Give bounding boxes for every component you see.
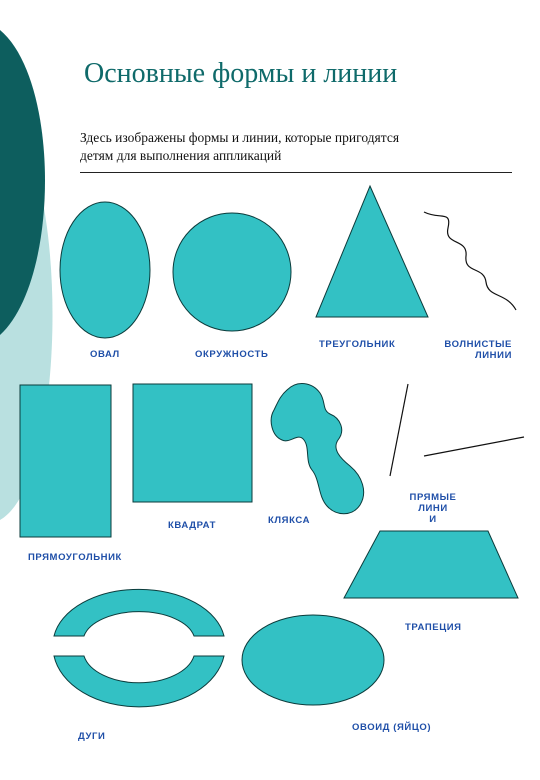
triangle-label: ТРЕУГОЛЬНИК <box>319 339 396 350</box>
ovoid-label: ОВОИД (ЯЙЦО) <box>352 722 432 733</box>
square-shape <box>133 384 252 502</box>
straight-line-2 <box>424 437 524 456</box>
straight-lines-label-3: И <box>429 514 437 525</box>
rectangle-shape <box>20 385 111 537</box>
arcs-label: ДУГИ <box>78 731 106 742</box>
ovoid-shape <box>242 615 384 705</box>
wavy-line <box>424 212 516 310</box>
wavy-lines-label-2: ЛИНИИ <box>474 350 512 361</box>
straight-lines-label-1: ПРЯМЫЕ <box>409 492 457 503</box>
straight-lines-label <box>398 492 468 525</box>
triangle-shape <box>316 186 428 317</box>
arc-bottom-shape <box>54 656 224 707</box>
square-label: КВАДРАТ <box>168 520 217 531</box>
straight-lines-label-2: ЛИНИ <box>418 503 448 514</box>
page-title: Основные формы и линии <box>84 58 398 89</box>
circle-shape <box>173 213 291 331</box>
oval-shape <box>60 202 150 338</box>
oval-label: ОВАЛ <box>90 349 120 360</box>
intro-line-1: Здесь изображены формы и линии, которые пригодятся <box>80 130 400 145</box>
arc-top-shape <box>54 589 224 636</box>
wavy-lines-label-1: ВОЛНИСТЫЕ <box>444 339 512 350</box>
wavy-lines-label <box>437 339 512 361</box>
trapezoid-shape <box>344 531 518 598</box>
blot-label: КЛЯКСА <box>268 515 311 526</box>
circle-label: ОКРУЖНОСТЬ <box>195 349 269 360</box>
rectangle-label: ПРЯМОУГОЛЬНИК <box>28 552 122 563</box>
trapezoid-label: ТРАПЕЦИЯ <box>405 622 462 633</box>
blot-shape <box>271 384 363 514</box>
intro-line-2: детям для выполнения аппликаций <box>80 148 282 163</box>
straight-line-1 <box>390 384 408 476</box>
